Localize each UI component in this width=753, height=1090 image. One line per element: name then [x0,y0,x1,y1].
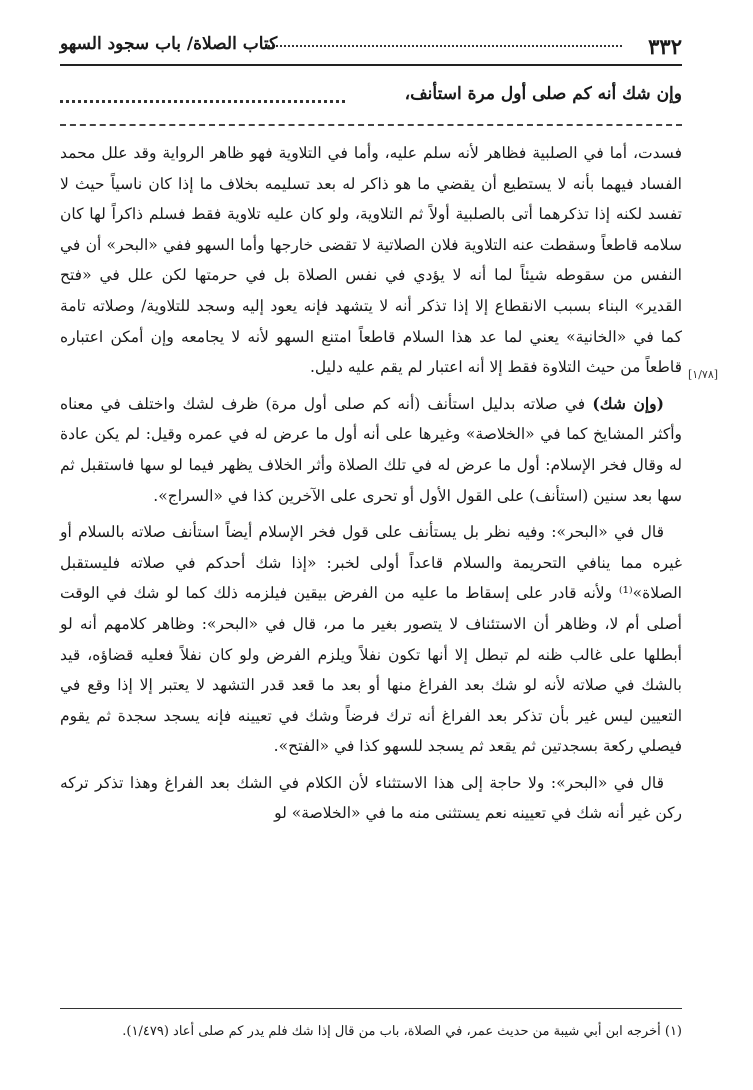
running-title: كتاب الصلاة/ باب سجود السهو [60,34,278,54]
paragraph-lemma: (وإن شك) [592,393,664,413]
matn-dots [60,100,345,103]
matn-text: وإن شك أنه كم صلى أول مرة استأنف، [404,84,682,104]
paragraph [60,389,682,511]
footnote: (١) أخرجه ابن أبي شيبة من حديث عمر، في الصلاة، باب من قال إذا شك فلم يدر كم صلى أعاد (١/٤٧٩). [122,1024,682,1039]
paragraph-text: في صلاته بدليل استأنف (أنه كم صلى أول مرة) ظرف لشك واختلف في معناه وأكثر المشايخ كما في «الخلاصة» وغيرها على أنه أول ما عرض له في عمره وقيل: لم يكن عادة له وقال فخر الإسلام: أول ما عرض له في تلك الصلاة وأثر الخلاف يظهر فيما لو سها فاستقبل ثم سها بعد سنين (استأنف) على القول الأول أو تحرى على الآخرين كذا في «السراج». [60,394,682,505]
matn-line [60,84,682,112]
margin-reference: [١/٧٨] [688,368,719,381]
paragraph [60,517,682,762]
commentary-body [60,138,682,829]
header-leader-dots [265,45,622,47]
paragraph-text: فسدت، أما في الصلبية فظاهر لأنه سلم عليه، وأما في التلاوية فهو ظاهر الرواية وقد علل محمد الفساد فيهما بأنه لا يستطيع أن يقضي ما هو ذاكر له بعد تسليمه بخلاف ما إذا كان ناسياً حيث لا تفسد لكنه إذا تذكرهما أتى بالصلبية أولاً ثم التلاوية، ولو كان عليه تلاوية فقط فسلم ذاكراً لها كان سلامه قاطعاً وسقطت عنه التلاوية فلان الصلاتية لا تقضى خارجها وأما السهو ففي «البحر» أن في النفس من سقوطه شيئاً لما أنه لا يؤدي في نفس الصلاة بل في حرمتها لكن علل في «فتح القدير» البناء بسبب الانقطاع إلا إذا تذكر أنه لا يتشهد فإنه يعود إليه وسجد للتلاوية/ وصلاته تامة كما في «الخانية» يعني لما عد هذا السلام قاطعاً امتنع السهو لأنه لا يجامعه وإن أمكن اعتباره قاطعاً من حيث التلاوة فقط إلا أنه اعتبار لم يقم عليه دليل. [60,144,682,377]
paragraph [60,768,682,829]
paragraph-text: قال في «البحر»: ولا حاجة إلى هذا الاستثناء لأن الكلام في الشك بعد الفراغ وهذا تذكر تركه ركن غير أنه شك في تعيينه نعم يستثنى منه ما في «الخلاصة» لو [60,773,682,823]
paragraph-text: قال في «البحر»: وفيه نظر بل يستأنف على قول فخر الإسلام أيضاً استأنف صلاته بالسلام أو غيره مما ينافي التحريمة والسلام قاعداً أولى لخبر: «إذا شك أحدكم في صلاته فليستقبل الصلاة»⁽¹⁾ ولأنه قادر على إسقاط ما عليه من الفرض بيقين فيلزمه ذلك كما لو شك في الوقت أصلى أم لا، وظاهر أن الاستئناف لا يتصور بغير ما مر، قال في «البحر»: وظاهر كلامهم أنه لو أبطلها على غالب ظنه لم تبطل إلا أنها تكون نفلاً ويلزم الفرض ولو كان نفلاً فعليه قضاؤه، قيد بالشك في صلاته لأنه لو شك بعد الفراغ منها أو بعد ما قعد قدر التشهد لا يعتبر إلا إذا وقع في التعيين ليس غير بأن تذكر بعد الفراغ أنه ترك فرضاً وشك في تعيينه فإنه يسجد سجدة ثم يقوم فيصلي ركعة بسجدتين ثم يقعد ثم يسجد للسهو كذا في «الفتح». [60,523,682,756]
matn-separator-rule [60,124,682,126]
paragraph [60,138,682,383]
header-rule [60,64,682,66]
header-bar [60,34,682,60]
footnote-rule [60,1008,682,1009]
page-number: ٣٣٢ [648,34,682,59]
